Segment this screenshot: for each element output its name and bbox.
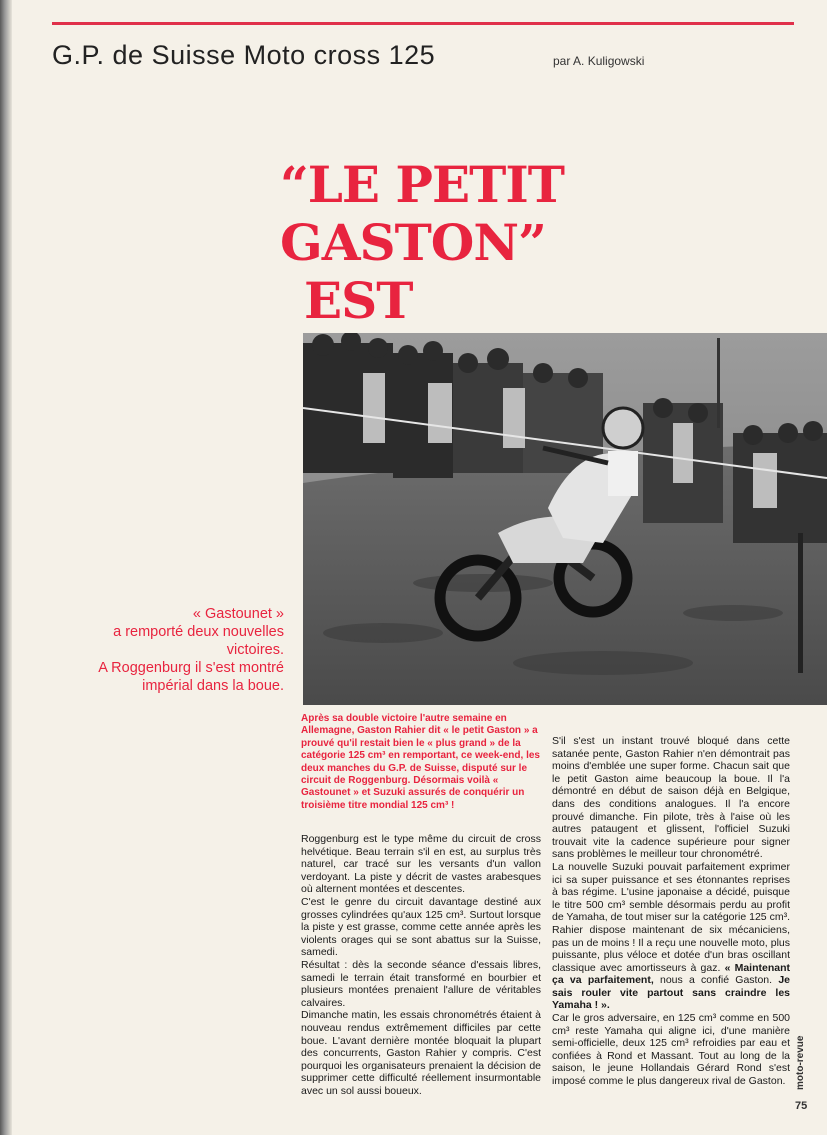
paragraph: Car le gros adversaire, en 125 cm³ comme en 500 cm³ reste Yamaha qui aligne ici, d'une manière semi-officielle, deux 125 cm³ refroidies par eau et confiées à Rond et Massant. Tout au long de la saison, le jeune Hollandais Gérard Rond s'est imposé comme le plus dangereux rival de Gaston.: [552, 1012, 790, 1088]
top-rule: [52, 22, 794, 25]
paragraph-text: nous a confié Gaston.: [659, 974, 773, 987]
paragraph: S'il s'est un instant trouvé bloqué dans cette satanée pente, Gaston Rahier n'en démontrait pas moins d'emblée une super forme. Chacun sait que le petit Gaston aime beaucoup la boue. Il l'a démontré en début de saison déjà en Belgique, dans des conditions analogues. Il l'a encore prouvé dimanche. Fin pilote, très à l'aise où les autres pataugent et glissent, l'officiel Suzuki trouvait vite la cadence supérieure pour signer sans problèmes le meilleur tour chronométré.: [552, 735, 790, 861]
photo-illustration: [303, 333, 827, 705]
headline-line-1: “LE PETIT GASTON”: [280, 155, 564, 272]
paragraph: Dimanche matin, les essais chronométrés étaient à nouveau rendus extrêmement difficiles par cette boue. L'avant dernière montée bloquait la plupart des concurrents, Gaston Rahier y compris. C'est pourquoi les organisateurs prenaient la décision de supprimer cette difficulté réellement insurmontable avec un sol aussi boueux.: [301, 1009, 541, 1097]
lead-paragraph: Après sa double victoire l'autre semaine en Allemagne, Gaston Rahier dit « le petit Gaston » a prouvé qu'il restait bien le « plus grand » de la catégorie 125 cm³ en remportant, ce week-end, les deux manches du G.P. de Suisse, disputé sur le circuit de Roggenburg. Désormais voilà « Gastounet » et Suzuki assurés de conquérir un troisième titre mondial 125 cm³ !: [301, 713, 540, 811]
intro-line: victoires.: [226, 642, 284, 658]
magazine-name: moto-revue: [795, 1035, 806, 1090]
quote: « Maintenant ça va parfaitement,: [552, 961, 790, 987]
page-binding-edge: [0, 0, 12, 1135]
article-column-2: [552, 735, 790, 1115]
motocross-rider-photo: [303, 333, 827, 705]
article-series-title: G.P. de Suisse Moto cross 125: [52, 40, 436, 70]
paragraph: C'est le genre du circuit davantage destiné aux grosses cylindrées qu'aux 125 cm³. Surtout lorsque la piste y est grasse, comme cette année après les violents orages qui se sont abattus sur la Suisse, samedi.: [301, 895, 541, 959]
article-column-1: [301, 833, 541, 1115]
author-byline: par A. Kuligowski: [553, 54, 645, 68]
paragraph-text: La nouvelle Suzuki pouvait parfaitement exprimer ici sa super puissance et ses étonnantes reprises à bas régime. L'usine japonaise a décidé, puisque le titre 500 cm³ semble désormais perdu au profit de Yamaha, de tout miser sur la catégorie 125 cm³. Rahier dispose maintenant de six mécaniciens, pas un de moins ! Il a reçu une nouvelle moto, plus puissante, plus véloce et dotée d'un bras oscillant classique avec amortisseurs à gaz.: [552, 860, 790, 974]
intro-summary: [24, 605, 284, 695]
paragraph: Résultat : dès la seconde séance d'essais libres, samedi le terrain était transformé en bourbier et plusieurs montées prenaient l'allure de véritables calvaires.: [301, 958, 541, 1009]
page-number: 75: [795, 1100, 808, 1112]
quote: Je sais rouler vite partout sans craindre les Yamaha ! ».: [552, 974, 790, 1012]
intro-line: impérial dans la boue.: [142, 678, 284, 694]
paragraph: [552, 861, 790, 1012]
intro-line: a remporté deux nouvelles: [113, 624, 284, 640]
intro-line: « Gastounet »: [192, 606, 284, 622]
headline-line-2: EST: [304, 271, 413, 330]
intro-line: A Roggenburg il s'est montré: [98, 660, 284, 676]
paragraph: Roggenburg est le type même du circuit de cross helvétique. Beau terrain s'il en est, au surplus très naturel, car tracé sur les versants d'un vallon verdoyant. La piste y décrit de vastes arabesques où alternent montées et descentes.: [301, 833, 541, 896]
